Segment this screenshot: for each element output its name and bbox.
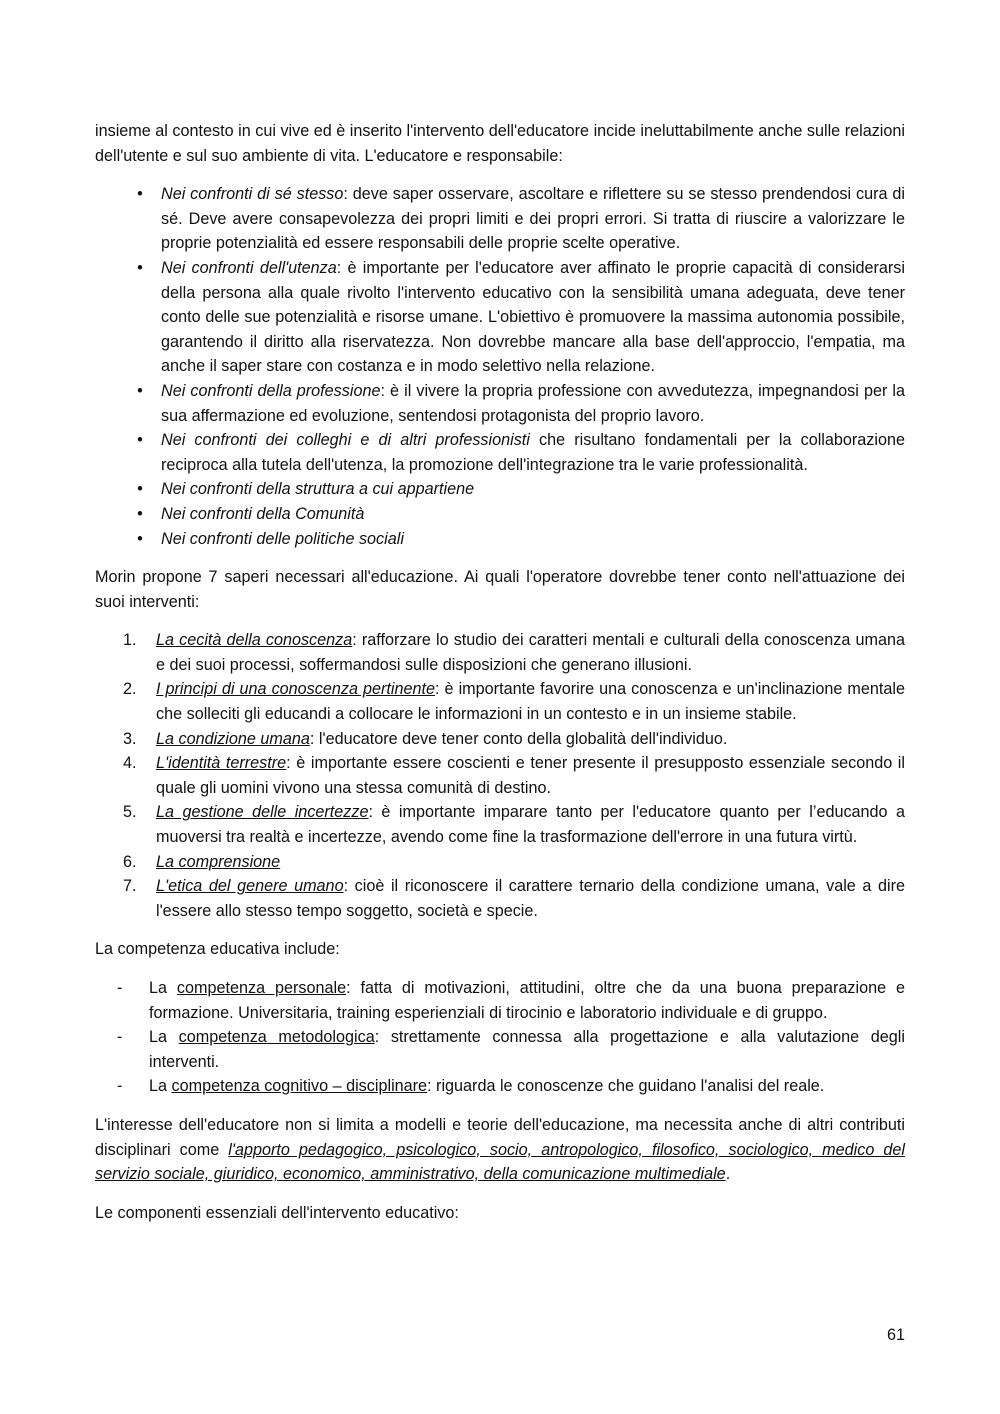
item-text: : è importante per l'educatore aver affinato le proprie capacità di considerarsi della persona alla quale rivolto l'intervento educativo con la sensibilità umana adeguata, deve tener conto delle sue potenzialità e risorse umane. L'obiettivo è promuovere la massima autonomia possibile, garantendo il diritto alla riservatezza. Non dovrebbe mancare alla base dell'approccio, l'empatia, ma anche il saper stare con costanza e in modo selettivo nella relazione. — [161, 258, 905, 376]
item-number: 7. — [123, 877, 137, 896]
item-prefix: La — [149, 1028, 179, 1047]
components-heading: Le componenti essenziali dell'intervento educativo: — [95, 1203, 459, 1222]
list-item — [95, 628, 905, 677]
item-number: 5. — [123, 803, 137, 822]
item-term: Nei confronti dell'utenza — [161, 258, 337, 277]
competence-intro: La competenza educativa include: — [95, 940, 340, 959]
bullet-icon: • — [137, 185, 143, 204]
item-term: Nei confronti di sé stesso — [161, 185, 344, 204]
list-item — [95, 502, 905, 527]
dash-marker: - — [117, 1028, 123, 1047]
item-term: Nei confronti delle politiche sociali — [161, 529, 404, 548]
item-prefix: La — [149, 1077, 172, 1096]
item-term: Nei confronti dei colleghi e di altri professionisti — [161, 431, 530, 450]
item-number: 6. — [123, 852, 137, 871]
list-item — [95, 677, 905, 726]
bullet-icon: • — [137, 431, 143, 450]
item-term: Nei confronti della professione — [161, 381, 381, 400]
interest-paragraph — [95, 1113, 905, 1187]
list-item — [95, 527, 905, 552]
item-term: La gestione delle incertezze — [156, 803, 369, 822]
item-term: competenza cognitivo – disciplinare — [171, 1077, 428, 1096]
item-number: 4. — [123, 754, 137, 773]
bullet-icon: • — [137, 480, 143, 499]
item-text: : è importante favorire una conoscenza e un'inclinazione mentale che solleciti gli educandi a collocare le informazioni in un contesto e in un insieme stabile. — [156, 680, 905, 724]
item-number: 3. — [123, 729, 137, 748]
interest-end: . — [725, 1165, 731, 1184]
item-term: competenza personale — [176, 979, 347, 997]
item-text: : è importante essere coscienti e tener presente il presupposto essenziale secondo il quale gli uomini vivono una stessa comunità di destino. — [156, 754, 906, 797]
morin-list — [95, 628, 905, 923]
item-text: : è importante imparare tanto per l'educatore quanto per l’educando a muoversi tra realtà e incertezze, avendo come fine la trasformazione dell'errore in una futura virtù. — [156, 803, 905, 847]
interest-term: l'apporto pedagogico, psicologico, socio, antropologico, filosofico, sociologico, medico del servizio sociale, giuridico, economico, amministrativo, della comunicazione multimediale — [95, 1140, 905, 1184]
item-term: La cecità della conoscenza — [156, 631, 353, 650]
list-item — [95, 850, 905, 875]
page-number: 61 — [886, 1326, 905, 1344]
competence-list — [95, 976, 905, 1099]
page-body — [95, 119, 905, 1225]
list-item — [95, 428, 905, 477]
item-term: I principi di una conoscenza pertinente — [156, 680, 435, 699]
dash-marker: - — [117, 1077, 123, 1096]
list-item — [95, 379, 905, 428]
item-text: : fatta di motivazioni, attitudini, oltre che da una buona preparazione e formazione. Universitaria, training esperienziali di tirocinio e laboratorio individuale e di gruppo. — [149, 979, 905, 1022]
item-text: : cioè il riconoscere il carattere ternario della condizione umana, vale a dire l'essere allo stesso tempo soggetto, società e specie. — [156, 877, 905, 920]
item-term: L'identità terrestre — [156, 754, 287, 773]
list-item — [95, 1074, 905, 1099]
interest-text: L'interesse dell'educatore non si limita a modelli e teorie dell'educazione, ma necessita anche di altri contributi disciplinari come — [95, 1115, 905, 1159]
list-item — [95, 751, 905, 800]
list-item — [95, 727, 905, 752]
list-item — [95, 1025, 905, 1074]
item-number: 2. — [123, 680, 137, 699]
bullet-icon: • — [137, 529, 143, 548]
bullet-icon: • — [137, 258, 143, 277]
item-text: : riguarda le conoscenze che guidano l'analisi del reale. — [427, 1077, 825, 1096]
item-term: La condizione umana — [156, 729, 310, 748]
item-term: L'etica del genere umano — [156, 877, 344, 896]
item-text: : deve saper osservare, ascoltare e riflettere su se stesso prendendosi cura di sé. Deve avere consapevolezza dei propri limiti e dei propri errori. Si tratta di riuscire a valorizzare le proprie potenzialità ed essere responsabili delle proprie scelte operative. — [161, 185, 905, 253]
list-item — [95, 874, 905, 923]
item-term: competenza metodologica — [178, 1028, 375, 1047]
bullet-icon: • — [137, 504, 143, 523]
list-item — [95, 256, 905, 379]
morin-intro: Morin propone 7 saperi necessari all'educazione. Ai quali l'operatore dovrebbe tener conto nell'attuazione dei suoi interventi: — [95, 568, 905, 611]
responsibility-list — [95, 182, 905, 551]
item-term: La comprensione — [156, 852, 281, 871]
item-text: : è il vivere la propria professione con avvedutezza, impegnandosi per la sua affermazione ed evoluzione, sentendosi protagonista del proprio lavoro. — [161, 381, 905, 425]
item-text: : rafforzare lo studio dei caratteri mentali e culturali della conoscenza umana e dei suoi processi, soffermandosi sulle disposizioni che generano illusioni. — [156, 631, 905, 674]
item-text: che risultano fondamentali per la collaborazione reciproca alla tutela dell'utenza, la promozione dell'integrazione tra le varie professionalità. — [161, 431, 905, 474]
item-term: Nei confronti della struttura a cui appartiene — [161, 480, 475, 499]
list-item — [95, 182, 905, 256]
item-term: Nei confronti della Comunità — [161, 504, 365, 523]
item-text: : strettamente connessa alla progettazione e alla valutazione degli interventi. — [149, 1028, 905, 1071]
item-text: : l'educatore deve tener conto della globalità dell'individuo. — [309, 729, 728, 748]
list-item — [95, 976, 905, 1025]
item-prefix: La — [149, 979, 177, 997]
bullet-icon: • — [137, 381, 143, 400]
intro-paragraph: insieme al contesto in cui vive ed è inserito l'intervento dell'educatore incide ineluttabilmente anche sulle relazioni dell'utente e sul suo ambiente di vita. L'educatore e responsabile: — [95, 122, 905, 165]
dash-marker: - — [117, 979, 123, 997]
item-number: 1. — [123, 631, 137, 650]
list-item — [95, 477, 905, 502]
list-item — [95, 800, 905, 849]
